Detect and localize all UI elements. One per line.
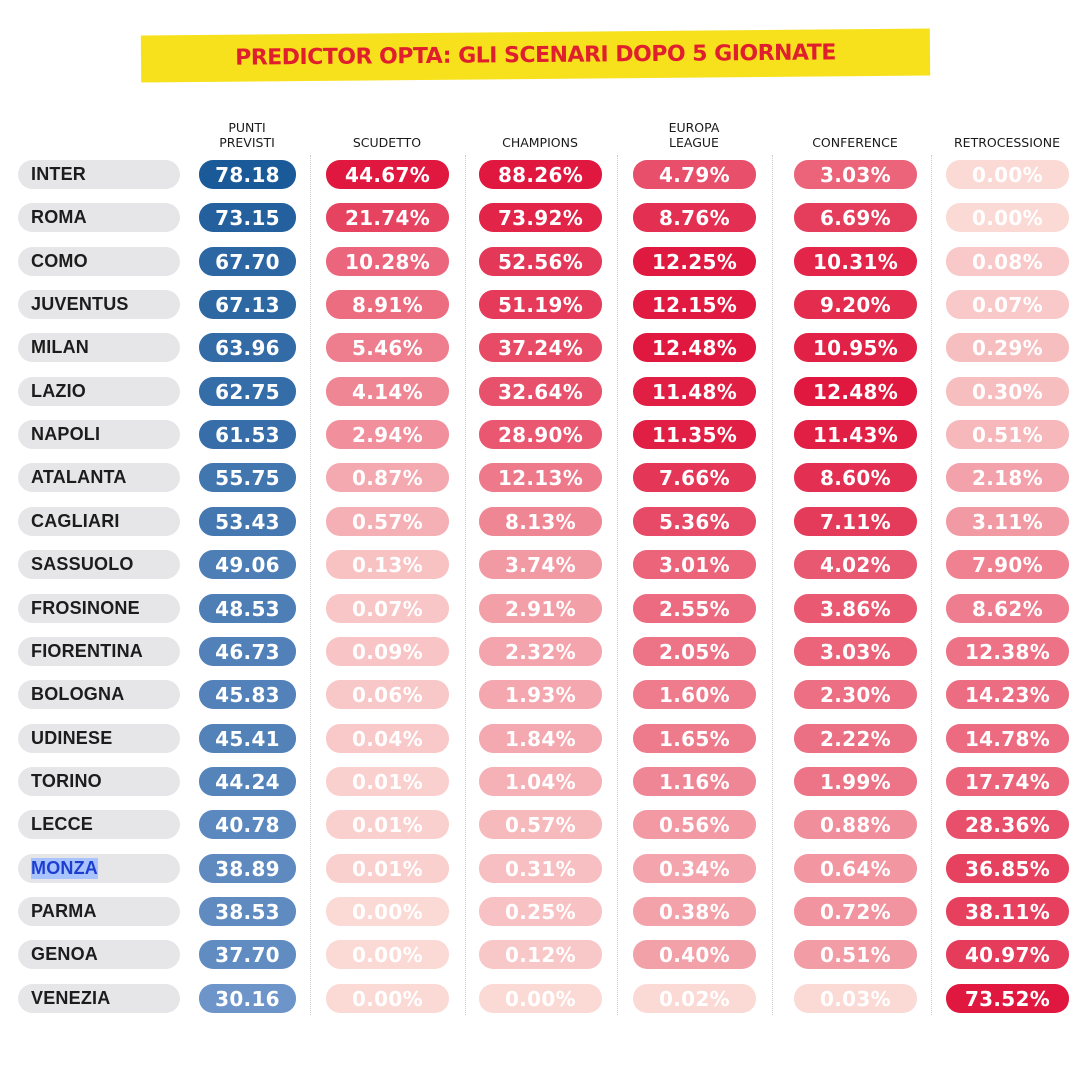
team-name: JUVENTUS	[31, 294, 129, 314]
retrocessione-value: 28.36%	[946, 810, 1069, 839]
conference-value: 4.02%	[794, 550, 917, 579]
team-row-label[interactable]	[18, 507, 180, 536]
scudetto-value: 0.00%	[326, 984, 449, 1013]
champions-value: 52.56%	[479, 247, 602, 276]
retrocessione-value: 14.78%	[946, 724, 1069, 753]
europa-league-value: 0.02%	[633, 984, 756, 1013]
column-header-champions: CHAMPIONS	[502, 135, 578, 150]
column-header-retrocessione: RETROCESSIONE	[953, 135, 1060, 150]
europa-league-value: 0.34%	[633, 854, 756, 883]
team-name: MILAN	[31, 337, 89, 357]
champions-value: 1.04%	[479, 767, 602, 796]
champions-value: 88.26%	[479, 160, 602, 189]
europa-league-value: 12.48%	[633, 333, 756, 362]
retrocessione-value: 73.52%	[946, 984, 1069, 1013]
champions-value: 12.13%	[479, 463, 602, 492]
scudetto-value: 0.57%	[326, 507, 449, 536]
champions-value: 32.64%	[479, 377, 602, 406]
team-row-label[interactable]	[18, 594, 180, 623]
retrocessione-value: 0.29%	[946, 333, 1069, 362]
conference-value: 0.88%	[794, 810, 917, 839]
champions-value: 0.12%	[479, 940, 602, 969]
points-value: 55.75	[199, 463, 296, 492]
team-row-label[interactable]	[18, 680, 180, 709]
team-name: ROMA	[31, 207, 87, 227]
points-value: 38.53	[199, 897, 296, 926]
conference-value: 2.30%	[794, 680, 917, 709]
team-row-label[interactable]	[18, 333, 180, 362]
team-name: INTER	[31, 164, 86, 184]
team-name: PARMA	[31, 901, 97, 921]
champions-value: 73.92%	[479, 203, 602, 232]
europa-league-value: 11.48%	[633, 377, 756, 406]
scudetto-value: 0.00%	[326, 940, 449, 969]
champions-value: 0.25%	[479, 897, 602, 926]
team-name: ATALANTA	[31, 467, 127, 487]
europa-league-value: 3.01%	[633, 550, 756, 579]
team-row-label[interactable]	[18, 420, 180, 449]
europa-league-value: 12.25%	[633, 247, 756, 276]
team-name: LAZIO	[31, 381, 86, 401]
points-value: 44.24	[199, 767, 296, 796]
retrocessione-value: 7.90%	[946, 550, 1069, 579]
team-row-label[interactable]	[18, 897, 180, 926]
europa-league-value: 1.16%	[633, 767, 756, 796]
champions-value: 1.93%	[479, 680, 602, 709]
scudetto-value: 0.06%	[326, 680, 449, 709]
europa-league-value: 2.05%	[633, 637, 756, 666]
retrocessione-value: 0.07%	[946, 290, 1069, 319]
retrocessione-value: 8.62%	[946, 594, 1069, 623]
points-value: 45.41	[199, 724, 296, 753]
team-name: BOLOGNA	[31, 684, 125, 704]
team-row-label[interactable]	[18, 854, 180, 883]
chart-title: PREDICTOR OPTA: GLI SCENARI DOPO 5 GIORNATE	[235, 40, 836, 71]
column-header-europa-league: EUROPA LEAGUE	[668, 120, 720, 150]
retrocessione-value: 0.51%	[946, 420, 1069, 449]
conference-value: 10.95%	[794, 333, 917, 362]
team-row-label[interactable]	[18, 940, 180, 969]
retrocessione-value: 14.23%	[946, 680, 1069, 709]
scudetto-value: 0.09%	[326, 637, 449, 666]
retrocessione-value: 40.97%	[946, 940, 1069, 969]
champions-value: 2.91%	[479, 594, 602, 623]
column-divider	[310, 155, 311, 1015]
scudetto-value: 0.13%	[326, 550, 449, 579]
retrocessione-value: 0.30%	[946, 377, 1069, 406]
conference-value: 9.20%	[794, 290, 917, 319]
team-name: UDINESE	[31, 728, 113, 748]
scudetto-value: 21.74%	[326, 203, 449, 232]
scudetto-value: 8.91%	[326, 290, 449, 319]
conference-value: 2.22%	[794, 724, 917, 753]
scudetto-value: 44.67%	[326, 160, 449, 189]
conference-value: 6.69%	[794, 203, 917, 232]
retrocessione-value: 12.38%	[946, 637, 1069, 666]
points-value: 67.13	[199, 290, 296, 319]
europa-league-value: 11.35%	[633, 420, 756, 449]
champions-value: 0.57%	[479, 810, 602, 839]
team-row-label[interactable]	[18, 463, 180, 492]
team-row-label[interactable]	[18, 767, 180, 796]
scudetto-value: 0.01%	[326, 854, 449, 883]
champions-value: 1.84%	[479, 724, 602, 753]
column-header-conference: CONFERENCE	[812, 135, 898, 150]
points-value: 62.75	[199, 377, 296, 406]
team-row-label[interactable]	[18, 290, 180, 319]
europa-league-value: 12.15%	[633, 290, 756, 319]
points-value: 48.53	[199, 594, 296, 623]
champions-value: 28.90%	[479, 420, 602, 449]
points-value: 78.18	[199, 160, 296, 189]
column-divider	[772, 155, 773, 1015]
europa-league-value: 2.55%	[633, 594, 756, 623]
conference-value: 7.11%	[794, 507, 917, 536]
points-value: 67.70	[199, 247, 296, 276]
retrocessione-value: 36.85%	[946, 854, 1069, 883]
title-banner	[141, 29, 930, 83]
europa-league-value: 0.56%	[633, 810, 756, 839]
points-value: 61.53	[199, 420, 296, 449]
champions-value: 8.13%	[479, 507, 602, 536]
points-value: 46.73	[199, 637, 296, 666]
points-value: 63.96	[199, 333, 296, 362]
retrocessione-value: 38.11%	[946, 897, 1069, 926]
conference-value: 3.86%	[794, 594, 917, 623]
team-name: SASSUOLO	[31, 554, 134, 574]
team-row-label[interactable]	[18, 377, 180, 406]
retrocessione-value: 0.08%	[946, 247, 1069, 276]
champions-value: 2.32%	[479, 637, 602, 666]
team-row-label[interactable]	[18, 724, 180, 753]
points-value: 37.70	[199, 940, 296, 969]
europa-league-value: 0.38%	[633, 897, 756, 926]
conference-value: 0.03%	[794, 984, 917, 1013]
column-divider	[617, 155, 618, 1015]
champions-value: 0.00%	[479, 984, 602, 1013]
conference-value: 0.64%	[794, 854, 917, 883]
team-name: MONZA	[31, 858, 98, 878]
column-header-points: PUNTI PREVISTI	[219, 120, 275, 150]
conference-value: 10.31%	[794, 247, 917, 276]
column-divider	[465, 155, 466, 1015]
team-name: GENOA	[31, 944, 99, 964]
retrocessione-value: 3.11%	[946, 507, 1069, 536]
retrocessione-value: 0.00%	[946, 203, 1069, 232]
column-divider	[931, 155, 932, 1015]
europa-league-value: 8.76%	[633, 203, 756, 232]
retrocessione-value: 17.74%	[946, 767, 1069, 796]
points-value: 53.43	[199, 507, 296, 536]
scudetto-value: 2.94%	[326, 420, 449, 449]
team-name: TORINO	[31, 771, 102, 791]
team-name: CAGLIARI	[31, 511, 120, 531]
team-name: NAPOLI	[31, 424, 101, 444]
conference-value: 3.03%	[794, 637, 917, 666]
retrocessione-value: 2.18%	[946, 463, 1069, 492]
scudetto-value: 5.46%	[326, 333, 449, 362]
europa-league-value: 4.79%	[633, 160, 756, 189]
points-value: 49.06	[199, 550, 296, 579]
scudetto-value: 10.28%	[326, 247, 449, 276]
conference-value: 12.48%	[794, 377, 917, 406]
europa-league-value: 1.60%	[633, 680, 756, 709]
team-row-label[interactable]	[18, 984, 180, 1013]
team-name: FIORENTINA	[31, 641, 143, 661]
scudetto-value: 0.07%	[326, 594, 449, 623]
scudetto-value: 4.14%	[326, 377, 449, 406]
scudetto-value: 0.01%	[326, 810, 449, 839]
conference-value: 11.43%	[794, 420, 917, 449]
conference-value: 1.99%	[794, 767, 917, 796]
points-value: 40.78	[199, 810, 296, 839]
team-row-label[interactable]	[18, 160, 180, 189]
column-header-scudetto: SCUDETTO	[352, 135, 422, 150]
points-value: 73.15	[199, 203, 296, 232]
europa-league-value: 5.36%	[633, 507, 756, 536]
team-row-label[interactable]	[18, 810, 180, 839]
team-name: LECCE	[31, 814, 94, 834]
scudetto-value: 0.87%	[326, 463, 449, 492]
points-value: 38.89	[199, 854, 296, 883]
champions-value: 3.74%	[479, 550, 602, 579]
team-row-label[interactable]	[18, 637, 180, 666]
conference-value: 3.03%	[794, 160, 917, 189]
scudetto-value: 0.00%	[326, 897, 449, 926]
points-value: 45.83	[199, 680, 296, 709]
retrocessione-value: 0.00%	[946, 160, 1069, 189]
team-row-label[interactable]	[18, 247, 180, 276]
conference-value: 0.51%	[794, 940, 917, 969]
team-name: FROSINONE	[31, 598, 140, 618]
team-name: VENEZIA	[31, 988, 111, 1008]
team-row-label[interactable]	[18, 203, 180, 232]
champions-value: 37.24%	[479, 333, 602, 362]
europa-league-value: 7.66%	[633, 463, 756, 492]
scudetto-value: 0.01%	[326, 767, 449, 796]
conference-value: 8.60%	[794, 463, 917, 492]
scudetto-value: 0.04%	[326, 724, 449, 753]
team-name: COMO	[31, 251, 88, 271]
team-row-label[interactable]	[18, 550, 180, 579]
champions-value: 0.31%	[479, 854, 602, 883]
conference-value: 0.72%	[794, 897, 917, 926]
points-value: 30.16	[199, 984, 296, 1013]
champions-value: 51.19%	[479, 290, 602, 319]
europa-league-value: 1.65%	[633, 724, 756, 753]
europa-league-value: 0.40%	[633, 940, 756, 969]
